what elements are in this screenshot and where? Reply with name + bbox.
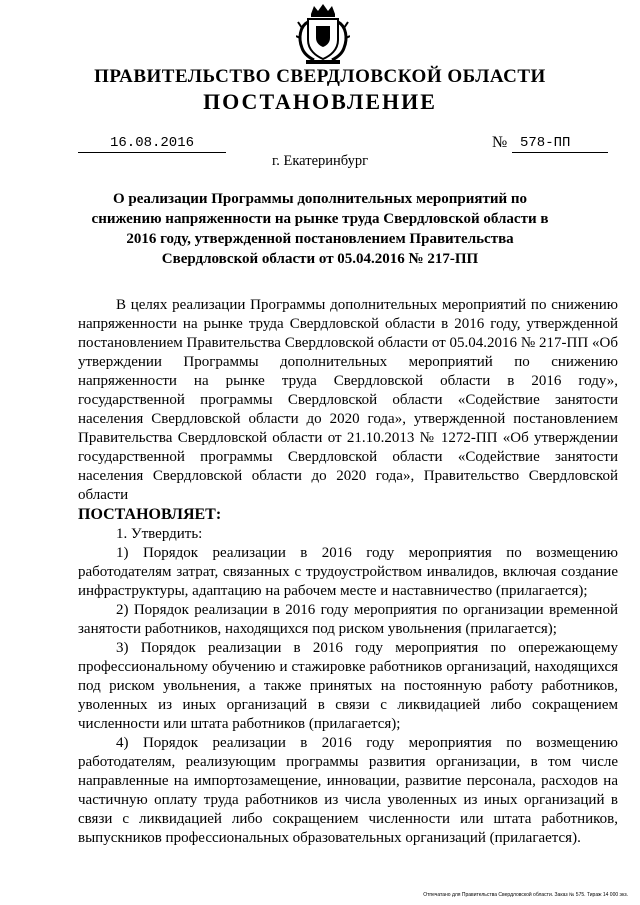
- print-footer: Отпечатано для Правительства Свердловской области. Заказ № 575. Тираж 14 000 экз.: [423, 892, 628, 898]
- city: г. Екатеринбург: [271, 153, 369, 169]
- item-paragraph: 2) Порядок реализации в 2016 году мероприятия по организации временной занятости работников, находящихся под риском увольнения (прилагается);: [78, 602, 618, 637]
- item-paragraph: 4) Порядок реализации в 2016 году мероприятия по возмещению работодателям, реализующим программы развития организации, в том числе направленные на импортозамещение, инновации, развитие персонала, расходов на частичную оплату труда работников из числа уволенных из иных организаций в связи с ликвидацией либо сокращением численности или штата работников, выпускников профессиональных образовательных организаций (прилагается).: [78, 735, 618, 846]
- document-number: 578-ПП: [512, 135, 608, 153]
- preamble-paragraph: В целях реализации Программы дополнительных мероприятий по снижению напряженности на рынке труда Свердловской области в 2016 году, утвержденной постановлением Правительства Свердловской области от 05.04.2016 № 217-ПП «Об утверждении Программы дополнительных мероприятий по снижению напряженности на рынке труда Свердловской области в 2016 году», государственной программы Свердловской области «Содействие занятости населения Свердловской области до 2020 года», утвержденной постановлением Правительства Свердловской области от 21.10.2013 № 1272-ПП «Об утверждении государственной программы Свердловской области «Содействие занятости населения Свердловской области до 2020 года», Правительство Свердловской области: [78, 297, 618, 503]
- number-sign: №: [492, 134, 508, 151]
- government-name: ПРАВИТЕЛЬСТВО СВЕРДЛОВСКОЙ ОБЛАСТИ: [94, 66, 546, 87]
- document-type: ПОСТАНОВЛЕНИЕ: [203, 89, 437, 114]
- item-paragraph: 1) Порядок реализации в 2016 году мероприятия по возмещению работодателям затрат, связанных с трудоустройством инвалидов, включая создание инфраструктуры, адаптацию на рабочем месте и наставничество (прилагается);: [78, 545, 618, 599]
- item-paragraph: 1. Утвердить:: [116, 526, 203, 542]
- document-title: О реализации Программы дополнительных мероприятий по снижению напряженности на рынке труда Свердловской области в 2016 году, утвержденной постановлением Правительства Свердловской области от 05.04.2016 № 217-ПП: [91, 191, 549, 267]
- item-paragraph: 3) Порядок реализации в 2016 году мероприятия по опережающему профессиональному обучению и стажировке работников организаций, находящихся под риском увольнения, а также принятых на постоянную работу работников, уволенных из иных организаций в связи с ликвидацией либо сокращением численности или штата работников (прилагается);: [78, 640, 618, 732]
- decree-heading: ПОСТАНОВЛЯЕТ:: [78, 506, 222, 523]
- document-date: 16.08.2016: [78, 135, 226, 153]
- document-body: [78, 296, 618, 848]
- coat-of-arms-icon: [296, 4, 350, 66]
